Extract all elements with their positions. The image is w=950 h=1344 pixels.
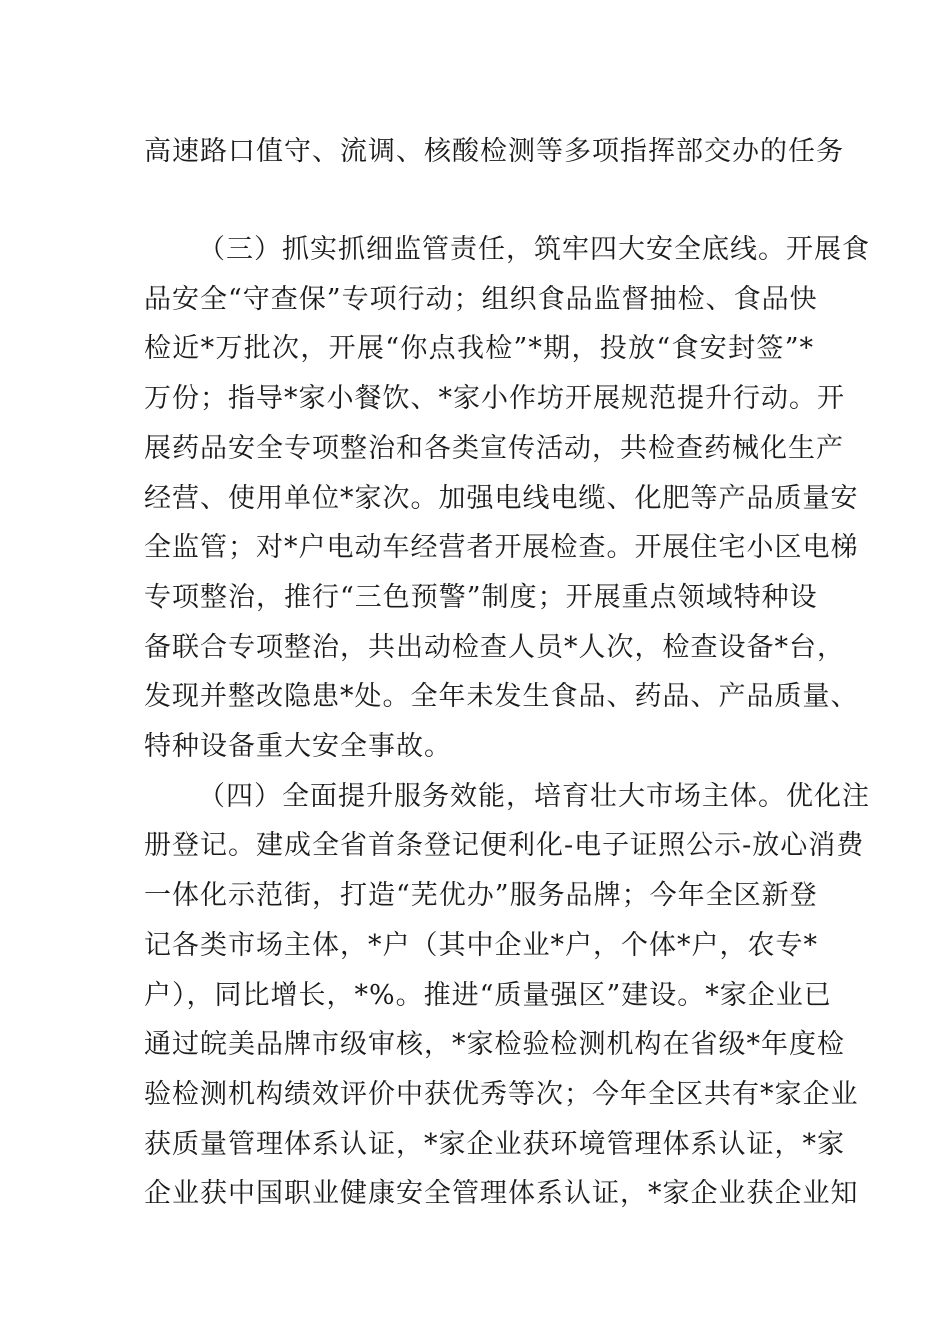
text-line: 高速路口值守、流调、核酸检测等多项指挥部交办的任务 xyxy=(144,136,844,167)
text-line: 获质量管理体系认证，*家企业获环境管理体系认证，*家 xyxy=(144,1129,845,1160)
text-line: 记各类市场主体，*户（其中企业*户，个体*户，农专* xyxy=(144,930,818,961)
text-line: 备联合专项整治，共出动检查人员*人次，检查设备*台， xyxy=(144,632,845,663)
text-line: 经营、使用单位*家次。加强电线电缆、化肥等产品质量安 xyxy=(144,483,859,514)
section-4-heading-line: （四）全面提升服务效能，培育壮大市场主体。优化注 xyxy=(198,781,870,812)
text-line: 发现并整改隐患*处。全年未发生食品、药品、产品质量、 xyxy=(144,681,859,712)
text-line: 全监管；对*户电动车经营者开展检查。开展住宅小区电梯 xyxy=(144,532,859,563)
text-line: 检近*万批次，开展“你点我检”*期，投放“食安封签”* xyxy=(144,333,814,364)
text-line: 验检测机构绩效评价中获优秀等次；今年全区共有*家企业 xyxy=(144,1079,859,1110)
text-line: 展药品安全专项整治和各类宣传活动，共检查药械化生产 xyxy=(144,433,844,464)
text-line: 企业获中国职业健康安全管理体系认证，*家企业获企业知 xyxy=(144,1178,859,1209)
text-line: 品安全“守查保”专项行动；组织食品监督抽检、食品快 xyxy=(144,284,818,315)
text-line: 一体化示范街，打造“芜优办”服务品牌；今年全区新登 xyxy=(144,880,818,911)
text-line: 册登记。建成全省首条登记便利化-电子证照公示-放心消费 xyxy=(144,830,865,861)
text-line: 专项整治，推行“三色预警”制度；开展重点领域特种设 xyxy=(144,582,818,613)
section-3-heading-line: （三）抓实抓细监管责任，筑牢四大安全底线。开展食 xyxy=(198,234,870,265)
text-line: 通过皖美品牌市级审核，*家检验检测机构在省级*年度检 xyxy=(144,1029,845,1060)
text-line: 户），同比增长，*%。推进“质量强区”建设。*家企业已 xyxy=(144,980,832,1011)
text-line: 特种设备重大安全事故。 xyxy=(144,731,452,762)
text-line: 万份；指导*家小餐饮、*家小作坊开展规范提升行动。开 xyxy=(144,383,845,414)
